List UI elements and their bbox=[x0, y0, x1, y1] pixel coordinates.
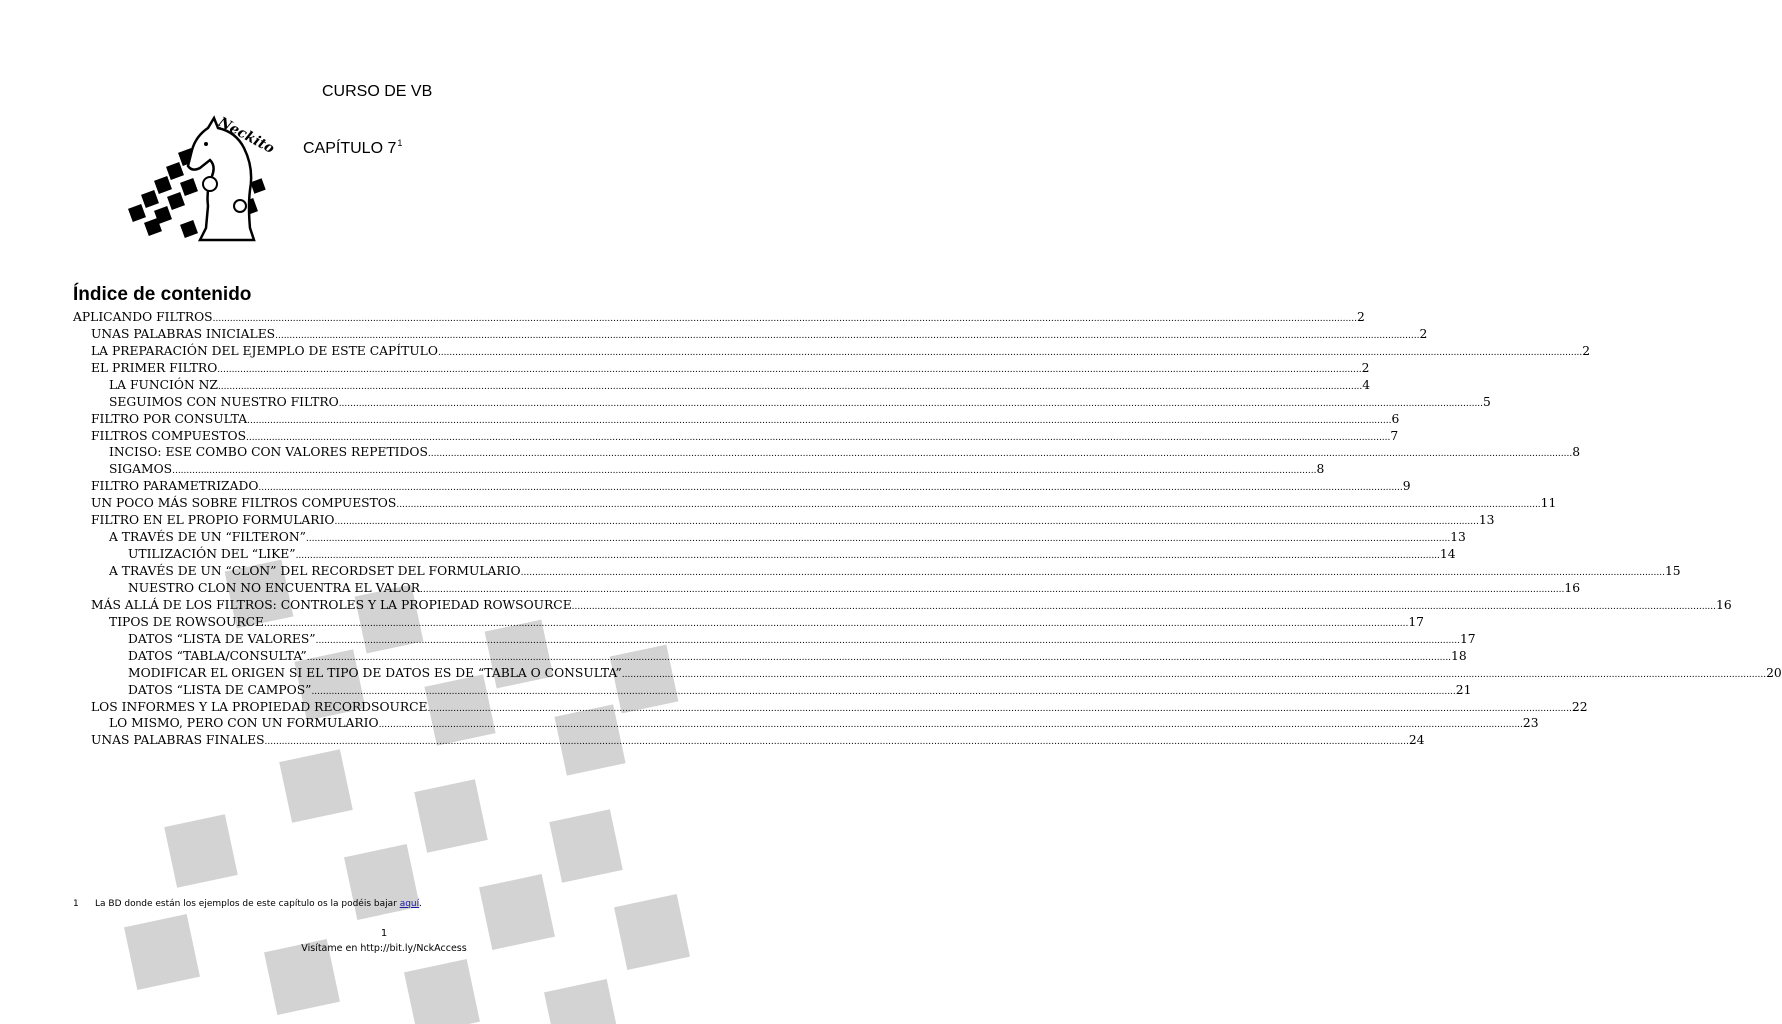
toc-dot-leader: ................................................................................................................................................................................................................................................................................................................................................................................................................ bbox=[217, 381, 1363, 392]
toc-entry[interactable] bbox=[73, 494, 1557, 511]
toc-dot-leader: ................................................................................................................................................................................................................................................................................................................................................................................................................ bbox=[378, 720, 1523, 731]
toc-entry-title: FILTRO POR CONSULTA bbox=[91, 411, 248, 426]
toc-entry[interactable] bbox=[73, 545, 1456, 562]
toc-entry[interactable] bbox=[73, 342, 1591, 359]
toc-entry[interactable] bbox=[73, 528, 1466, 545]
toc-entry-page: 21 bbox=[1455, 682, 1472, 697]
toc-dot-leader: ................................................................................................................................................................................................................................................................................................................................................................................................................ bbox=[315, 635, 1460, 646]
toc-entry[interactable] bbox=[73, 444, 1581, 461]
toc-entry[interactable] bbox=[73, 410, 1400, 427]
toc-entry-page: 2 bbox=[1419, 326, 1428, 341]
toc-entry-page: 9 bbox=[1402, 479, 1411, 494]
toc-entry[interactable] bbox=[73, 664, 1782, 681]
toc-entry-page: 2 bbox=[1582, 343, 1591, 358]
toc-entry-title: APLICANDO FILTROS bbox=[73, 309, 213, 324]
toc-entry[interactable] bbox=[73, 460, 1325, 477]
toc-dot-leader: ................................................................................................................................................................................................................................................................................................................................................................................................................ bbox=[306, 652, 1452, 663]
toc-entry-page: 17 bbox=[1459, 631, 1476, 646]
toc-dot-leader: ................................................................................................................................................................................................................................................................................................................................................................................................................ bbox=[427, 703, 1572, 714]
toc-dot-leader: ................................................................................................................................................................................................................................................................................................................................................................................................................ bbox=[217, 364, 1362, 375]
toc-entry-title: LA FUNCIÓN NZ bbox=[109, 377, 218, 392]
toc-entry[interactable] bbox=[73, 596, 1732, 613]
chapter-footnote-ref[interactable]: 1 bbox=[397, 138, 403, 148]
toc-entry-title: UN POCO MÁS SOBRE FILTROS COMPUESTOS bbox=[91, 496, 397, 511]
toc-entry-page: 16 bbox=[1716, 597, 1732, 612]
toc-dot-leader: ................................................................................................................................................................................................................................................................................................................................................................................................................ bbox=[172, 466, 1317, 477]
toc-dot-leader: ................................................................................................................................................................................................................................................................................................................................................................................................................ bbox=[295, 551, 1440, 562]
watermark-square bbox=[404, 959, 480, 1024]
footnote-end: . bbox=[419, 899, 423, 909]
toc-entry-title: MÁS ALLÁ DE LOS FILTROS: CONTROLES Y LA PROPIEDAD ROWSOURCE bbox=[91, 597, 572, 612]
watermark-square bbox=[164, 814, 238, 888]
toc-entry-title: LOS INFORMES Y LA PROPIEDAD RECORDSOURCE bbox=[91, 699, 428, 714]
toc-dot-leader: ................................................................................................................................................................................................................................................................................................................................................................................................................ bbox=[311, 686, 1456, 697]
toc-entry[interactable] bbox=[73, 681, 1472, 698]
chapter-title-text: CAPÍTULO 7 bbox=[303, 140, 397, 157]
toc-dot-leader: ................................................................................................................................................................................................................................................................................................................................................................................................................ bbox=[520, 568, 1665, 578]
toc-entry-title: NUESTRO CLON NO ENCUENTRA EL VALOR bbox=[128, 580, 421, 595]
toc-dot-leader: ................................................................................................................................................................................................................................................................................................................................................................................................................ bbox=[275, 330, 1420, 341]
toc-entry-title: FILTRO PARAMETRIZADO bbox=[91, 479, 259, 494]
toc-dot-leader: ................................................................................................................................................................................................................................................................................................................................................................................................................ bbox=[247, 415, 1392, 426]
toc-dot-leader: ................................................................................................................................................................................................................................................................................................................................................................................................................ bbox=[246, 432, 1391, 443]
toc-entry-title: A TRAVÉS DE UN “FILTERON” bbox=[109, 530, 306, 545]
toc-dot-leader: ................................................................................................................................................................................................................................................................................................................................................................................................................ bbox=[334, 517, 1479, 528]
toc-heading: Índice de contenido bbox=[73, 284, 252, 305]
toc-entry-page: 16 bbox=[1564, 580, 1581, 595]
toc-entry-page: 18 bbox=[1451, 648, 1467, 663]
toc-entry-page: 4 bbox=[1362, 377, 1371, 392]
toc-entry-title: INCISO: ESE COMBO CON VALORES REPETIDOS bbox=[109, 445, 428, 460]
toc-entry-page: 2 bbox=[1356, 309, 1365, 324]
toc-entry-page: 23 bbox=[1522, 716, 1539, 731]
watermark-square bbox=[414, 779, 488, 853]
toc-entry[interactable] bbox=[73, 715, 1539, 732]
toc-entry-title: DATOS “LISTA DE CAMPOS” bbox=[128, 682, 312, 697]
watermark-square bbox=[544, 979, 620, 1024]
toc-entry[interactable] bbox=[73, 613, 1424, 630]
toc-dot-leader: ................................................................................................................................................................................................................................................................................................................................................................................................................ bbox=[338, 398, 1484, 409]
toc-entry-title: UTILIZACIÓN DEL “LIKE” bbox=[128, 547, 296, 562]
toc-entry[interactable] bbox=[73, 325, 1428, 342]
toc-entry-page: 11 bbox=[1540, 496, 1557, 511]
toc-entry-title: DATOS “LISTA DE VALORES” bbox=[128, 631, 316, 646]
toc-dot-leader: ................................................................................................................................................................................................................................................................................................................................................................................................................ bbox=[420, 584, 1565, 595]
toc-entry-title: EL PRIMER FILTRO bbox=[91, 360, 218, 375]
footnote-text: La BD donde están los ejemplos de este capítulo os la podéis bajar bbox=[95, 899, 400, 909]
toc-entry-title: SIGAMOS bbox=[109, 462, 173, 477]
toc-entry-title: A TRAVÉS DE UN “CLON” DEL RECORDSET DEL FORMULARIO bbox=[109, 564, 521, 578]
toc-dot-leader: ................................................................................................................................................................................................................................................................................................................................................................................................................ bbox=[427, 449, 1573, 460]
toc-dot-leader: ................................................................................................................................................................................................................................................................................................................................................................................................................ bbox=[212, 313, 1357, 324]
toc-entry-page: 15 bbox=[1664, 564, 1681, 578]
toc-dot-leader: ................................................................................................................................................................................................................................................................................................................................................................................................................ bbox=[258, 483, 1403, 494]
toc-entry-page: 20 bbox=[1766, 665, 1782, 680]
toc-dot-leader: ................................................................................................................................................................................................................................................................................................................................................................................................................ bbox=[396, 500, 1541, 511]
footnote bbox=[73, 899, 422, 909]
toc-entry[interactable] bbox=[73, 562, 1681, 579]
toc-entry[interactable] bbox=[73, 630, 1476, 647]
chapter-title bbox=[303, 140, 402, 158]
footnote-number: 1 bbox=[73, 899, 79, 909]
toc-entry-page: 5 bbox=[1483, 394, 1491, 409]
course-title: CURSO DE VB bbox=[322, 83, 433, 100]
toc-entry[interactable] bbox=[73, 511, 1495, 528]
toc-entry-title: UNAS PALABRAS FINALES bbox=[91, 733, 265, 748]
toc-entry[interactable] bbox=[73, 477, 1411, 494]
watermark-square bbox=[279, 749, 353, 823]
toc-entry[interactable] bbox=[73, 308, 1365, 325]
toc-entry[interactable] bbox=[73, 647, 1467, 664]
toc-entry-page: 2 bbox=[1361, 360, 1370, 375]
download-link[interactable]: aquí bbox=[399, 899, 420, 909]
toc-entry-page: 7 bbox=[1390, 428, 1399, 443]
toc-dot-leader: ................................................................................................................................................................................................................................................................................................................................................................................................................ bbox=[621, 669, 1767, 680]
toc-entry[interactable] bbox=[73, 376, 1371, 393]
toc-dot-leader: ................................................................................................................................................................................................................................................................................................................................................................................................................ bbox=[571, 601, 1717, 612]
toc-dot-leader: ................................................................................................................................................................................................................................................................................................................................................................................................................ bbox=[305, 534, 1451, 545]
toc-entry-page: 17 bbox=[1408, 614, 1424, 629]
toc-entry-page: 22 bbox=[1571, 699, 1588, 714]
toc-entry-title: FILTROS COMPUESTOS bbox=[91, 428, 247, 443]
toc-entry[interactable] bbox=[73, 359, 1370, 376]
toc-entry-page: 8 bbox=[1572, 445, 1581, 460]
toc-entry-title: TIPOS DE ROWSOURCE bbox=[109, 614, 264, 629]
toc-entry-page: 6 bbox=[1391, 411, 1400, 426]
toc-entry-title: LA PREPARACIÓN DEL EJEMPLO DE ESTE CAPÍTULO bbox=[91, 343, 438, 358]
toc-entry[interactable] bbox=[73, 731, 1425, 748]
toc-dot-leader: ................................................................................................................................................................................................................................................................................................................................................................................................................ bbox=[264, 737, 1409, 748]
toc-entry[interactable] bbox=[73, 427, 1399, 444]
toc-entry-page: 24 bbox=[1408, 733, 1425, 748]
toc-entry-title: LO MISMO, PERO CON UN FORMULARIO bbox=[109, 716, 379, 731]
footer-url: Visítame en http://bit.ly/NckAccess bbox=[301, 943, 467, 954]
toc-dot-leader: ................................................................................................................................................................................................................................................................................................................................................................................................................ bbox=[437, 347, 1583, 358]
toc-entry-title: FILTRO EN EL PROPIO FORMULARIO bbox=[91, 513, 335, 528]
toc-entry-page: 13 bbox=[1450, 530, 1466, 545]
table-of-contents bbox=[73, 308, 1782, 748]
page-number: 1 bbox=[380, 928, 388, 939]
toc-entry-page: 8 bbox=[1316, 462, 1325, 477]
toc-dot-leader: ................................................................................................................................................................................................................................................................................................................................................................................................................ bbox=[263, 618, 1409, 629]
toc-entry-title: UNAS PALABRAS INICIALES bbox=[91, 326, 276, 341]
chess-knight-logo bbox=[122, 110, 277, 245]
toc-entry-title: MODIFICAR EL ORIGEN SI EL TIPO DE DATOS ES DE “TABLA O CONSULTA” bbox=[128, 665, 622, 680]
toc-entry[interactable] bbox=[73, 579, 1581, 596]
toc-entry-title: DATOS “TABLA/CONSULTA” bbox=[128, 648, 307, 663]
toc-entry[interactable] bbox=[73, 698, 1588, 715]
toc-entry[interactable] bbox=[73, 393, 1491, 410]
watermark-square bbox=[549, 809, 623, 883]
toc-entry-page: 14 bbox=[1439, 547, 1456, 562]
logo-text: Neckito bbox=[215, 114, 277, 158]
toc-entry-page: 13 bbox=[1478, 513, 1495, 528]
toc-entry-title: SEGUIMOS CON NUESTRO FILTRO bbox=[109, 394, 339, 409]
